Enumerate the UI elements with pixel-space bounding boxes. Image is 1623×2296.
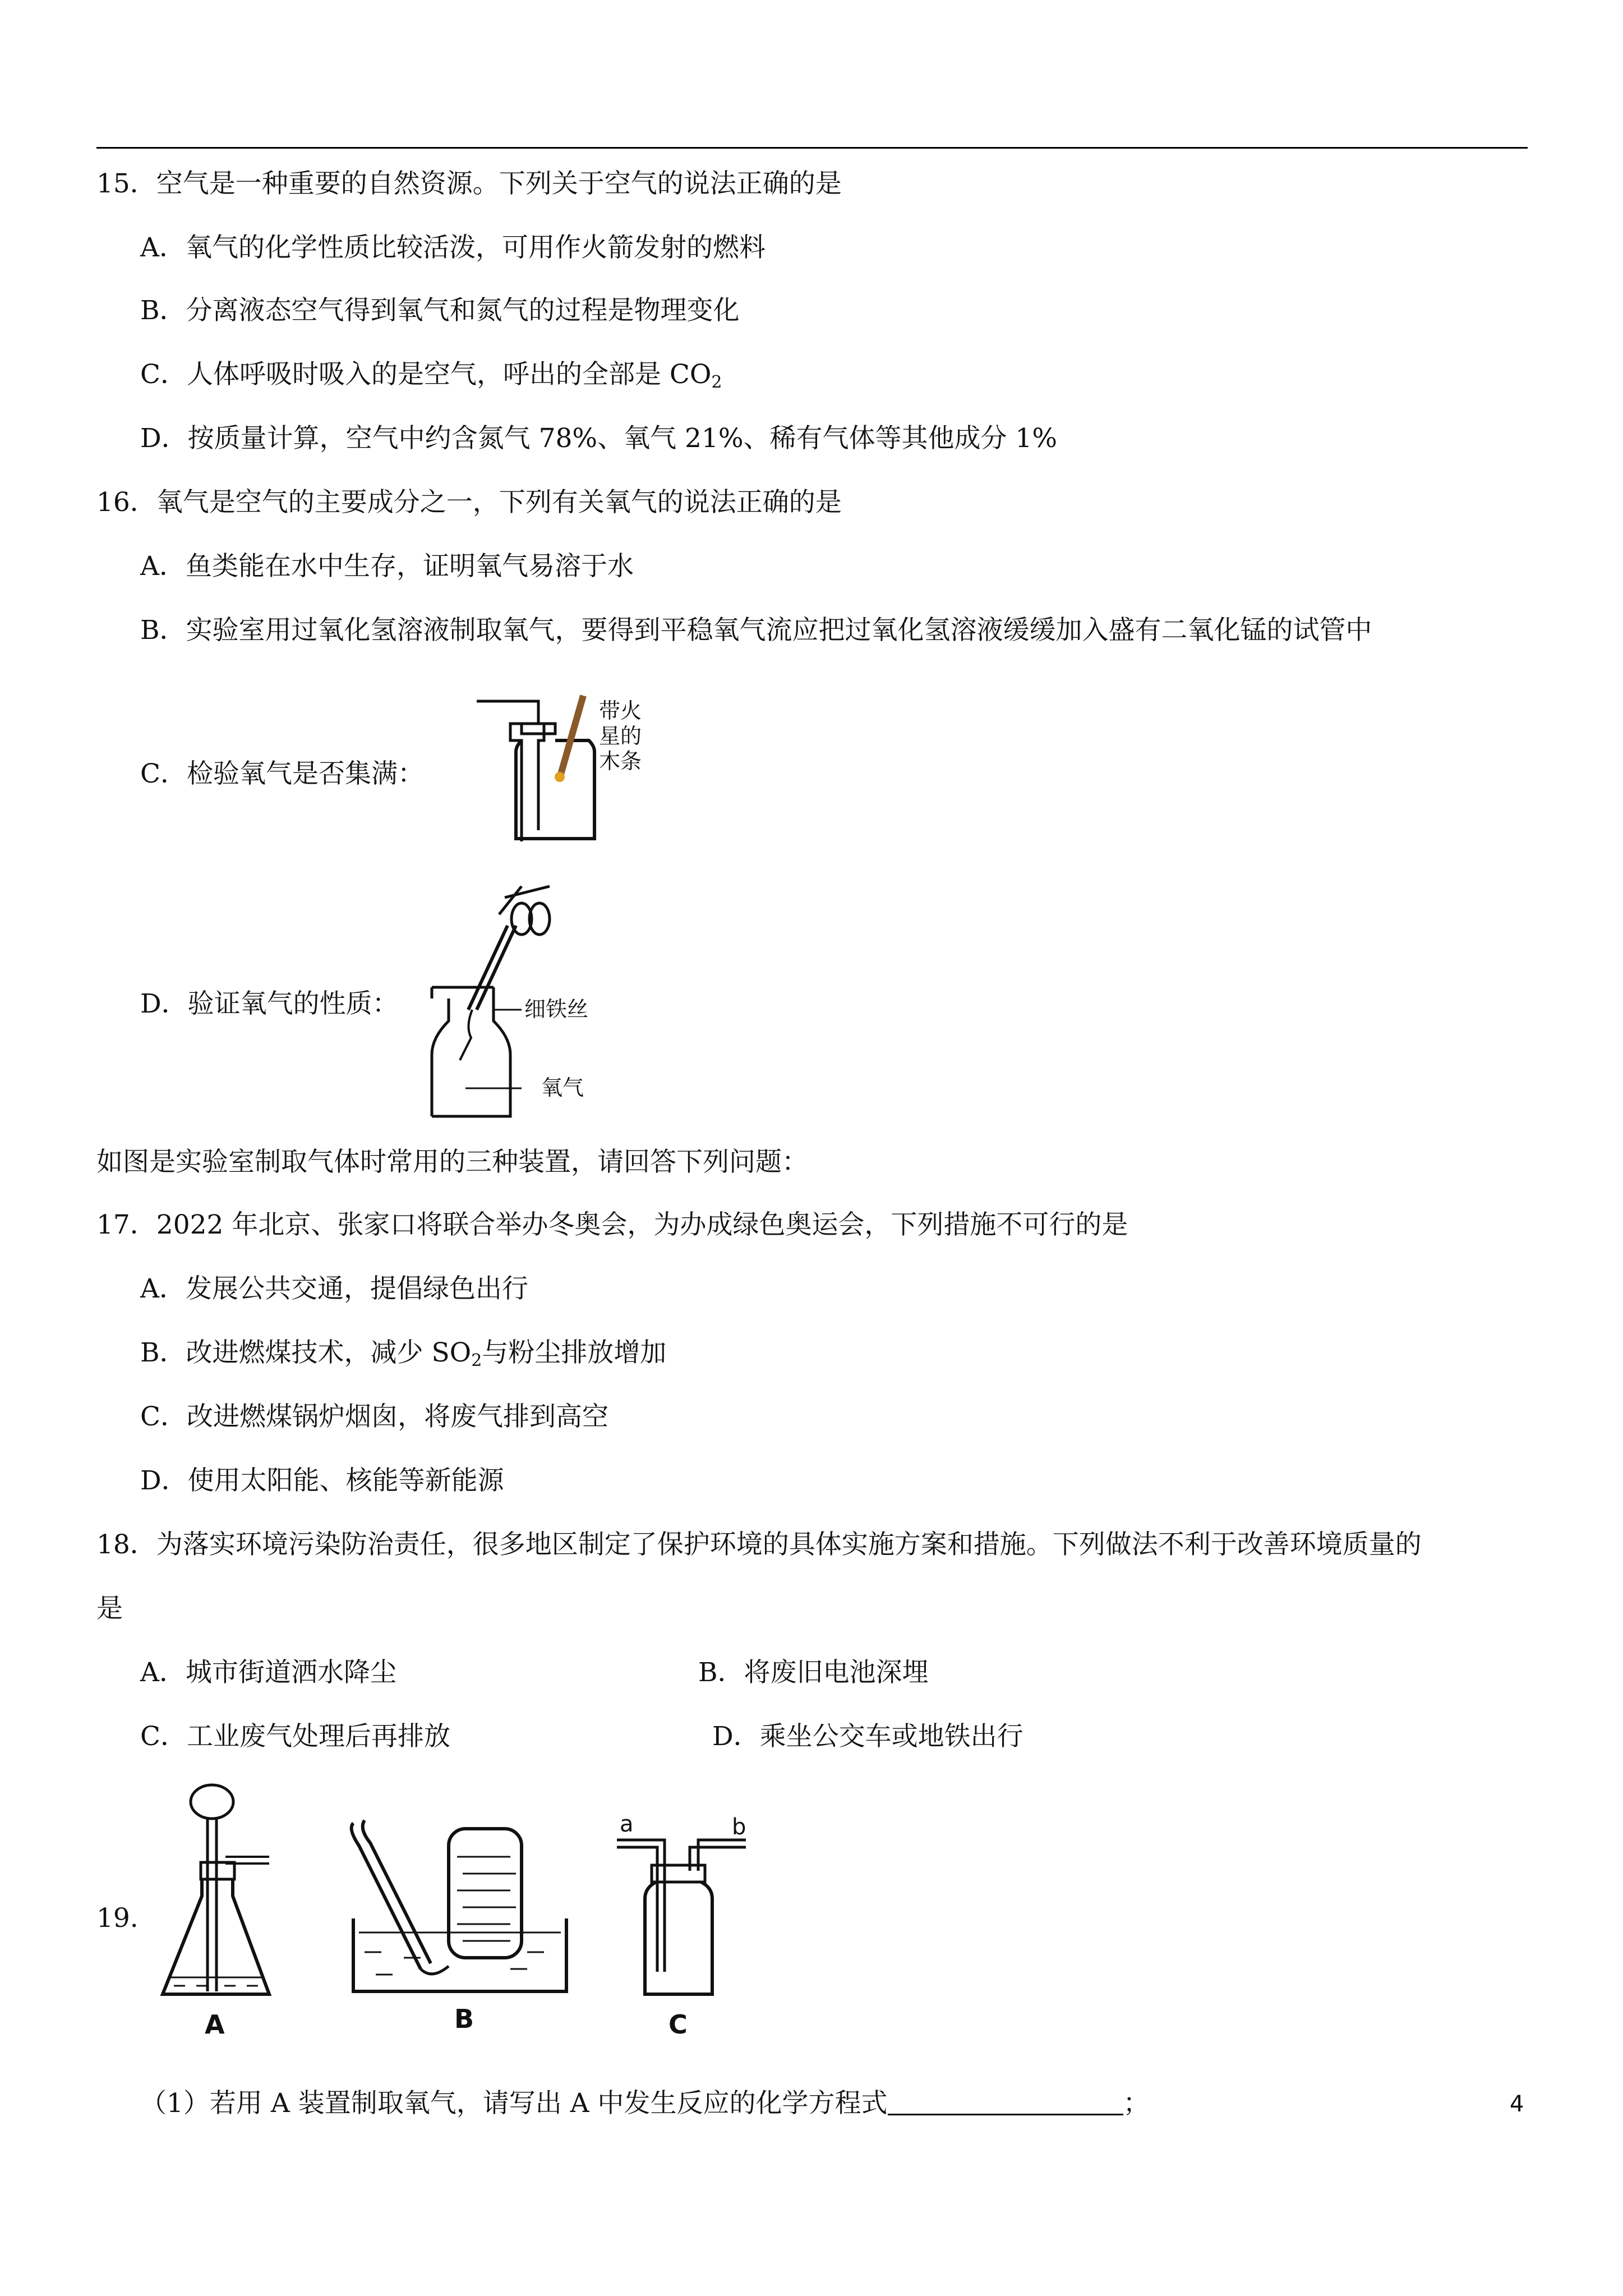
header-rule xyxy=(96,147,1528,149)
oxygen-full-test-figure xyxy=(465,690,667,853)
answer-blank[interactable] xyxy=(888,2088,1123,2115)
fig-c-label-2: 星的 xyxy=(599,724,642,748)
q17-option-d: D．使用太阳能、核能等新能源 xyxy=(140,1465,504,1496)
apparatus-c-label: C xyxy=(668,2009,688,2039)
q16-option-a: A．鱼类能在水中生存，证明氧气易溶于水 xyxy=(140,551,634,582)
q15-option-a: A．氧气的化学性质比较活泼，可用作火箭发射的燃料 xyxy=(140,232,766,263)
q15-option-d: D．按质量计算，空气中约含氮气 78%、氧气 21%、稀有气体等其他成分 1% xyxy=(140,423,1057,454)
q18-option-a: A．城市街道洒水降尘 xyxy=(140,1657,396,1688)
iron-wire-oxygen-figure xyxy=(409,875,645,1122)
fig-c-label-1: 带火 xyxy=(599,698,642,723)
page-number: 4 xyxy=(1510,2091,1524,2117)
q18-stem-line1: 18．为落实环境污染防治责任，很多地区制定了保护环境的具体实施方案和措施。下列做法不利于改善环境质量的 xyxy=(96,1529,1422,1560)
q15-option-c: C．人体呼吸时吸入的是空气，呼出的全部是 $CO_2$ xyxy=(140,359,722,392)
q18-option-c: C．工业废气处理后再排放 xyxy=(140,1721,450,1752)
apparatus-intro: 如图是实验室制取气体时常用的三种装置，请回答下列问题： xyxy=(96,1147,808,1177)
fig-c-label-3: 木条 xyxy=(599,749,642,774)
q18-option-b: B．将废旧电池深埋 xyxy=(698,1657,929,1688)
q17-option-a: A．发展公共交通，提倡绿色出行 xyxy=(140,1273,528,1304)
q16-stem: 16．氧气是空气的主要成分之一，下列有关氧气的说法正确的是 xyxy=(96,487,842,518)
q17-option-c: C．改进燃煤锅炉烟囱，将废气排到高空 xyxy=(140,1401,608,1432)
q19-number: 19. xyxy=(96,1903,139,1934)
q15-stem: 15．空气是一种重要的自然资源。下列关于空气的说法正确的是 xyxy=(96,168,842,199)
q15-option-b: B．分离液态空气得到氧气和氮气的过程是物理变化 xyxy=(140,295,740,326)
fig-d-label-2: 氧气 xyxy=(541,1075,584,1100)
apparatus-c-figure xyxy=(606,1803,763,2039)
q16-option-b: B．实验室用过氧化氢溶液制取氧气，要得到平稳氧气流应把过氧化氢溶液缓缓加入盛有二氧化锰的试管中 xyxy=(140,615,1372,646)
apparatus-c-port-b: b xyxy=(732,1814,746,1840)
apparatus-b-figure xyxy=(342,1812,589,2036)
q16-option-d: D．验证氧气的性质： xyxy=(140,988,399,1019)
q18-option-d: D．乘坐公交车或地铁出行 xyxy=(712,1721,1023,1752)
apparatus-a-figure xyxy=(151,1778,297,2042)
q17-option-b: B．改进燃煤技术，减少 $SO_2$与粉尘排放增加 xyxy=(140,1337,667,1370)
apparatus-b-label: B xyxy=(454,2004,474,2034)
fig-d-label-1: 细铁丝 xyxy=(524,997,589,1022)
apparatus-c-port-a: a xyxy=(620,1811,634,1837)
q17-stem: 17．2022 年北京、张家口将联合举办冬奥会，为办成绿色奥运会，下列措施不可行的是 xyxy=(96,1209,1128,1240)
q19-subquestion-1: （1）若用 A 装置制取氧气，请写出 A 中发生反应的化学方程式 ； xyxy=(140,2088,1150,2119)
apparatus-a-label: A xyxy=(205,2009,225,2040)
q18-stem-line2: 是 xyxy=(96,1593,123,1624)
q16-option-c: C．检验氧气是否集满： xyxy=(140,758,424,789)
